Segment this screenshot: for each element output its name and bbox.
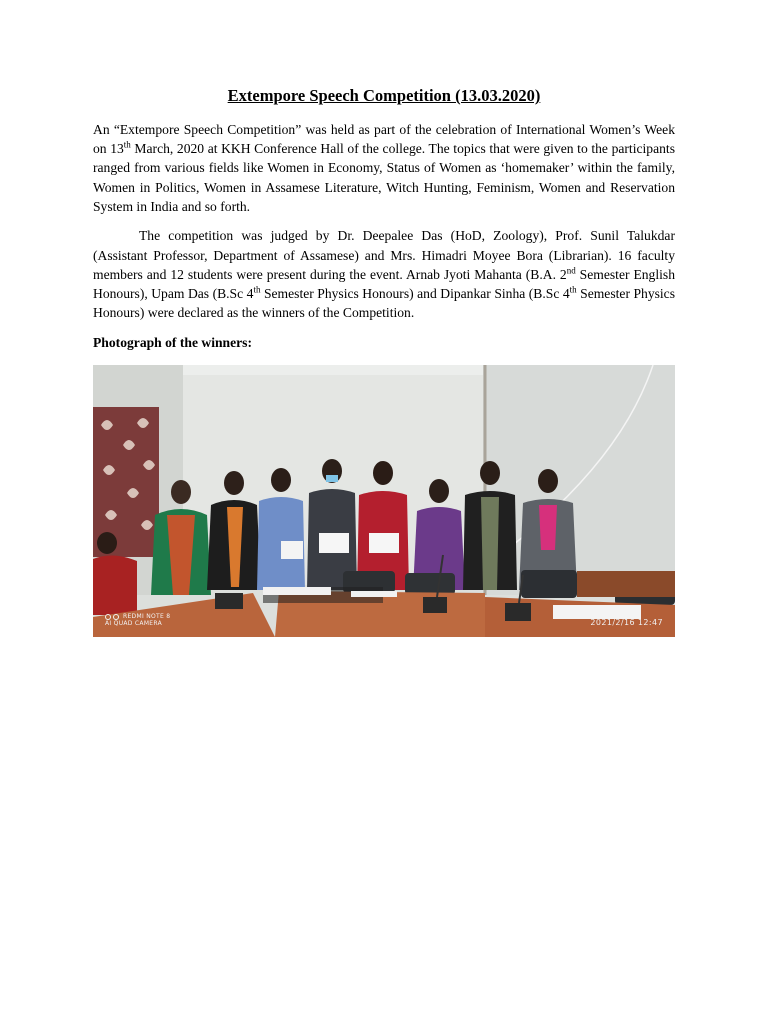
document-page <box>93 86 675 637</box>
paragraph-judges-text-c: Semester Physics Honours) and Dipankar Sinha (B.Sc 4 <box>260 286 570 302</box>
ordinal-suffix: th <box>253 284 261 295</box>
paragraph-intro-text-a: An “Extempore Speech Competition” was held as part of the celebration of International Women’s Week on 13 <box>93 121 675 157</box>
paragraph-intro-text-b: March, 2020 at KKH Conference Hall of the college. The topics that were given to the participants ranged from various fields like Women in Economy, Status of Women as ‘homemaker’ within the family, Women in Politics, Women in Assamese Literature, Witch Hunting, Feminism, Women and Reservation System in India and so forth. <box>93 141 675 214</box>
document-title: Extempore Speech Competition (13.03.2020) <box>227 86 541 105</box>
paragraph-judges-text-b: Semester English Honours), Upam Das (B.Sc 4 <box>93 266 675 302</box>
photo-scene <box>93 365 675 637</box>
ordinal-suffix: th <box>123 139 131 150</box>
ordinal-suffix: th <box>569 284 577 295</box>
winners-photograph <box>93 365 675 637</box>
camera-type: AI QUAD CAMERA <box>105 620 163 628</box>
photo-heading: Photograph of the winners: <box>93 334 252 350</box>
paragraph-judges <box>93 226 675 322</box>
paragraph-judges-text-a: The competition was judged by Dr. Deepalee Das (HoD, Zoology), Prof. Sunil Talukdar (Assistant Professor, Department of Assamese) and Mrs. Himadri Moyee Bora (Librarian). 16 faculty members and 12 students were present during the event. Arnab Jyoti Mahanta (B.A. 2 <box>93 228 675 282</box>
camera-model: REDMI NOTE 8 <box>123 613 171 621</box>
paragraph-intro <box>93 120 675 216</box>
camera-dots-icon <box>105 614 119 620</box>
photo-timestamp: 2021/2/16 12:47 <box>590 618 663 628</box>
ordinal-suffix: nd <box>566 265 576 276</box>
paragraph-judges-text-d: Semester Physics Honours) were declared as the winners of the Competition. <box>93 286 676 321</box>
camera-watermark <box>105 613 170 627</box>
